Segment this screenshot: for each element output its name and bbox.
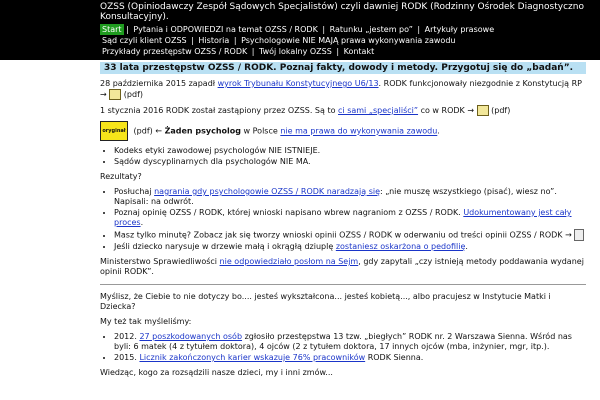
text-bold: Żaden psycholog xyxy=(164,126,241,136)
list-item: • Kodeks etyki zawodowej psychologów NIE ISTNIEJE. xyxy=(114,146,586,156)
text: Ministerstwo Sprawiedliwości xyxy=(100,257,220,266)
text: Masz tylko minutę? Zobacz jak się tworzy wnioski opinii OZSS / RODK w oderwaniu od treści opinii OZSS / RODK → xyxy=(114,230,572,240)
text: 28 października 2015 zapadł xyxy=(100,79,218,88)
nav-separator: | xyxy=(191,36,194,45)
document-icon[interactable] xyxy=(574,229,584,241)
text: . RODK funkcjonowały niezgodnie z Konstytucją RP → xyxy=(100,79,582,99)
paragraph-cutoff: Wiedząc, kogo za rozsądzili nasze dzieci, my i inni zmów... xyxy=(100,368,333,377)
paragraph-think: Myślisz, że Ciebie to nie dotyczy bo.... jesteś wykształcona... jesteś kobietą..., albo pracujesz w Instytucie Matki i Dziecka? xyxy=(100,292,551,311)
nav-row-2 xyxy=(100,35,592,46)
link-ruling[interactable]: wyrok Trybunału Konstytucyjnego U6/13 xyxy=(217,79,379,88)
page-headline: 33 lata przestępstw OZSS / RODK. Poznaj fakty, dowody i metody. Przygotuj się do „badań”. xyxy=(100,62,586,74)
facts-list xyxy=(100,146,586,167)
nav-separator: | xyxy=(251,47,255,56)
list-item xyxy=(114,208,586,228)
list-item xyxy=(114,187,586,207)
paragraph-ruling xyxy=(100,79,586,100)
text: 2015. xyxy=(114,353,140,362)
link-no-right[interactable]: nie ma prawa do wykonywania zawodu xyxy=(280,126,438,136)
link-same-specialists[interactable]: ci sami „specjaliści” xyxy=(338,106,419,115)
list-item xyxy=(114,353,586,363)
text: Poznaj opinię OZSS / RODK, której wnioski napisano wbrew nagraniom z OZSS / RODK. xyxy=(114,208,464,217)
nav-psychologists[interactable]: Psychologowie NIE MAJĄ prawa wykonywania zawodu xyxy=(241,36,456,45)
nav-press-articles[interactable]: Artykuły prasowe xyxy=(424,25,495,34)
nav-row-3 xyxy=(100,46,592,57)
nav-court-client[interactable]: Sąd czyli klient OZSS xyxy=(102,36,187,45)
original-document-icon[interactable]: oryginał xyxy=(100,121,128,141)
text: RODK Sienna. xyxy=(365,353,424,362)
text: . xyxy=(465,242,468,251)
link-victims[interactable]: 27 poszkodowanych osób xyxy=(139,332,243,341)
victims-list xyxy=(100,332,586,363)
text: co w RODK → xyxy=(418,106,475,115)
text: Posłuchaj xyxy=(114,187,155,196)
top-header xyxy=(0,0,600,60)
results-label: Rezultaty? xyxy=(100,172,142,181)
nav-separator: | xyxy=(233,36,237,45)
list-item xyxy=(114,242,586,252)
divider xyxy=(100,284,586,285)
text: w Polsce xyxy=(241,126,281,136)
nav-start[interactable]: Start xyxy=(102,25,122,34)
pdf-icon[interactable] xyxy=(477,105,489,116)
link-career-counter[interactable]: Licznik zakończonych karier wskazuje 76% pracowników xyxy=(139,353,366,362)
list-item: • Sądów dyscyplinarnych dla psychologów NIE MA. xyxy=(114,157,586,167)
nav-separator: | xyxy=(322,25,326,34)
text: (pdf) xyxy=(123,90,144,99)
nav-examples[interactable]: Przykłady przestępstw OZSS / RODK xyxy=(102,47,248,56)
site-title: OZSS (Opiniodawczy Zespół Sądowych Specjalistów) czyli dawniej RODK (Rodzinny Ośrodek Diagnostyczno Konsultacyjny). xyxy=(100,2,584,22)
text: 1 stycznia 2016 RODK został zastąpiony przez OZSS. Są to xyxy=(100,106,339,115)
text: , gdy zapytali „czy istnieją metody poddawania wydanej opinii RODK”. xyxy=(100,257,584,276)
paragraph-we-thought: My też tak myśleliśmy: xyxy=(100,317,192,326)
nav-separator: | xyxy=(126,25,129,34)
nav-separator: | xyxy=(417,25,421,34)
text: 2012. xyxy=(114,332,140,341)
pdf-icon[interactable] xyxy=(109,89,121,100)
nav-local-ozss[interactable]: Twój lokalny OZSS xyxy=(259,47,332,56)
link-ministry[interactable]: nie odpowiedziało posłom na Sejm xyxy=(219,257,359,266)
text: (pdf) xyxy=(491,106,511,115)
main-content xyxy=(0,60,600,378)
results-list xyxy=(100,187,586,252)
text: . xyxy=(140,218,144,227)
list-item xyxy=(114,229,586,241)
list-item xyxy=(114,332,586,352)
nav-contact[interactable]: Kontakt xyxy=(343,47,375,56)
text: (pdf) ← xyxy=(133,126,165,136)
text: zgłosiło przestępstwa 13 tzw. „biegłych” RODK nr. 2 Warszawa Sienna. Wśród nas byli: 6 matek (4 z tytułem doktora), 4 ojców (2 z tytułem doktora, 17 innych ojców (mba, inżynier, mgr, itp.). xyxy=(114,332,572,351)
nav-questions-answers[interactable]: Pytania i ODPOWIEDZI na temat OZSS / RODK xyxy=(133,25,318,34)
link-accusation[interactable]: zostaniesz oskarżona o pedofilię xyxy=(335,242,466,251)
nav-help[interactable]: Ratunku „jestem po” xyxy=(329,25,413,34)
link-recording[interactable]: nagrania gdy psychologowie OZSS / RODK naradzają się xyxy=(154,187,381,196)
nav-separator: | xyxy=(336,47,340,56)
paragraph-ministry xyxy=(100,257,586,277)
text: Jeśli dziecko narysuje w drzewie małą i okrągłą dziuplę xyxy=(114,242,336,251)
paragraph-replacement xyxy=(100,105,586,116)
nav-row-1 xyxy=(100,24,592,35)
paragraph-psychologist xyxy=(100,121,586,141)
nav-history[interactable]: Historia xyxy=(198,36,230,45)
text: . xyxy=(437,126,440,136)
link-documented-process[interactable]: Udokumentowany jest cały proces xyxy=(114,208,572,227)
text: : „nie muszę wszystkiego (pisać), wiesz no”. Napisali: na odwrót. xyxy=(114,187,557,206)
